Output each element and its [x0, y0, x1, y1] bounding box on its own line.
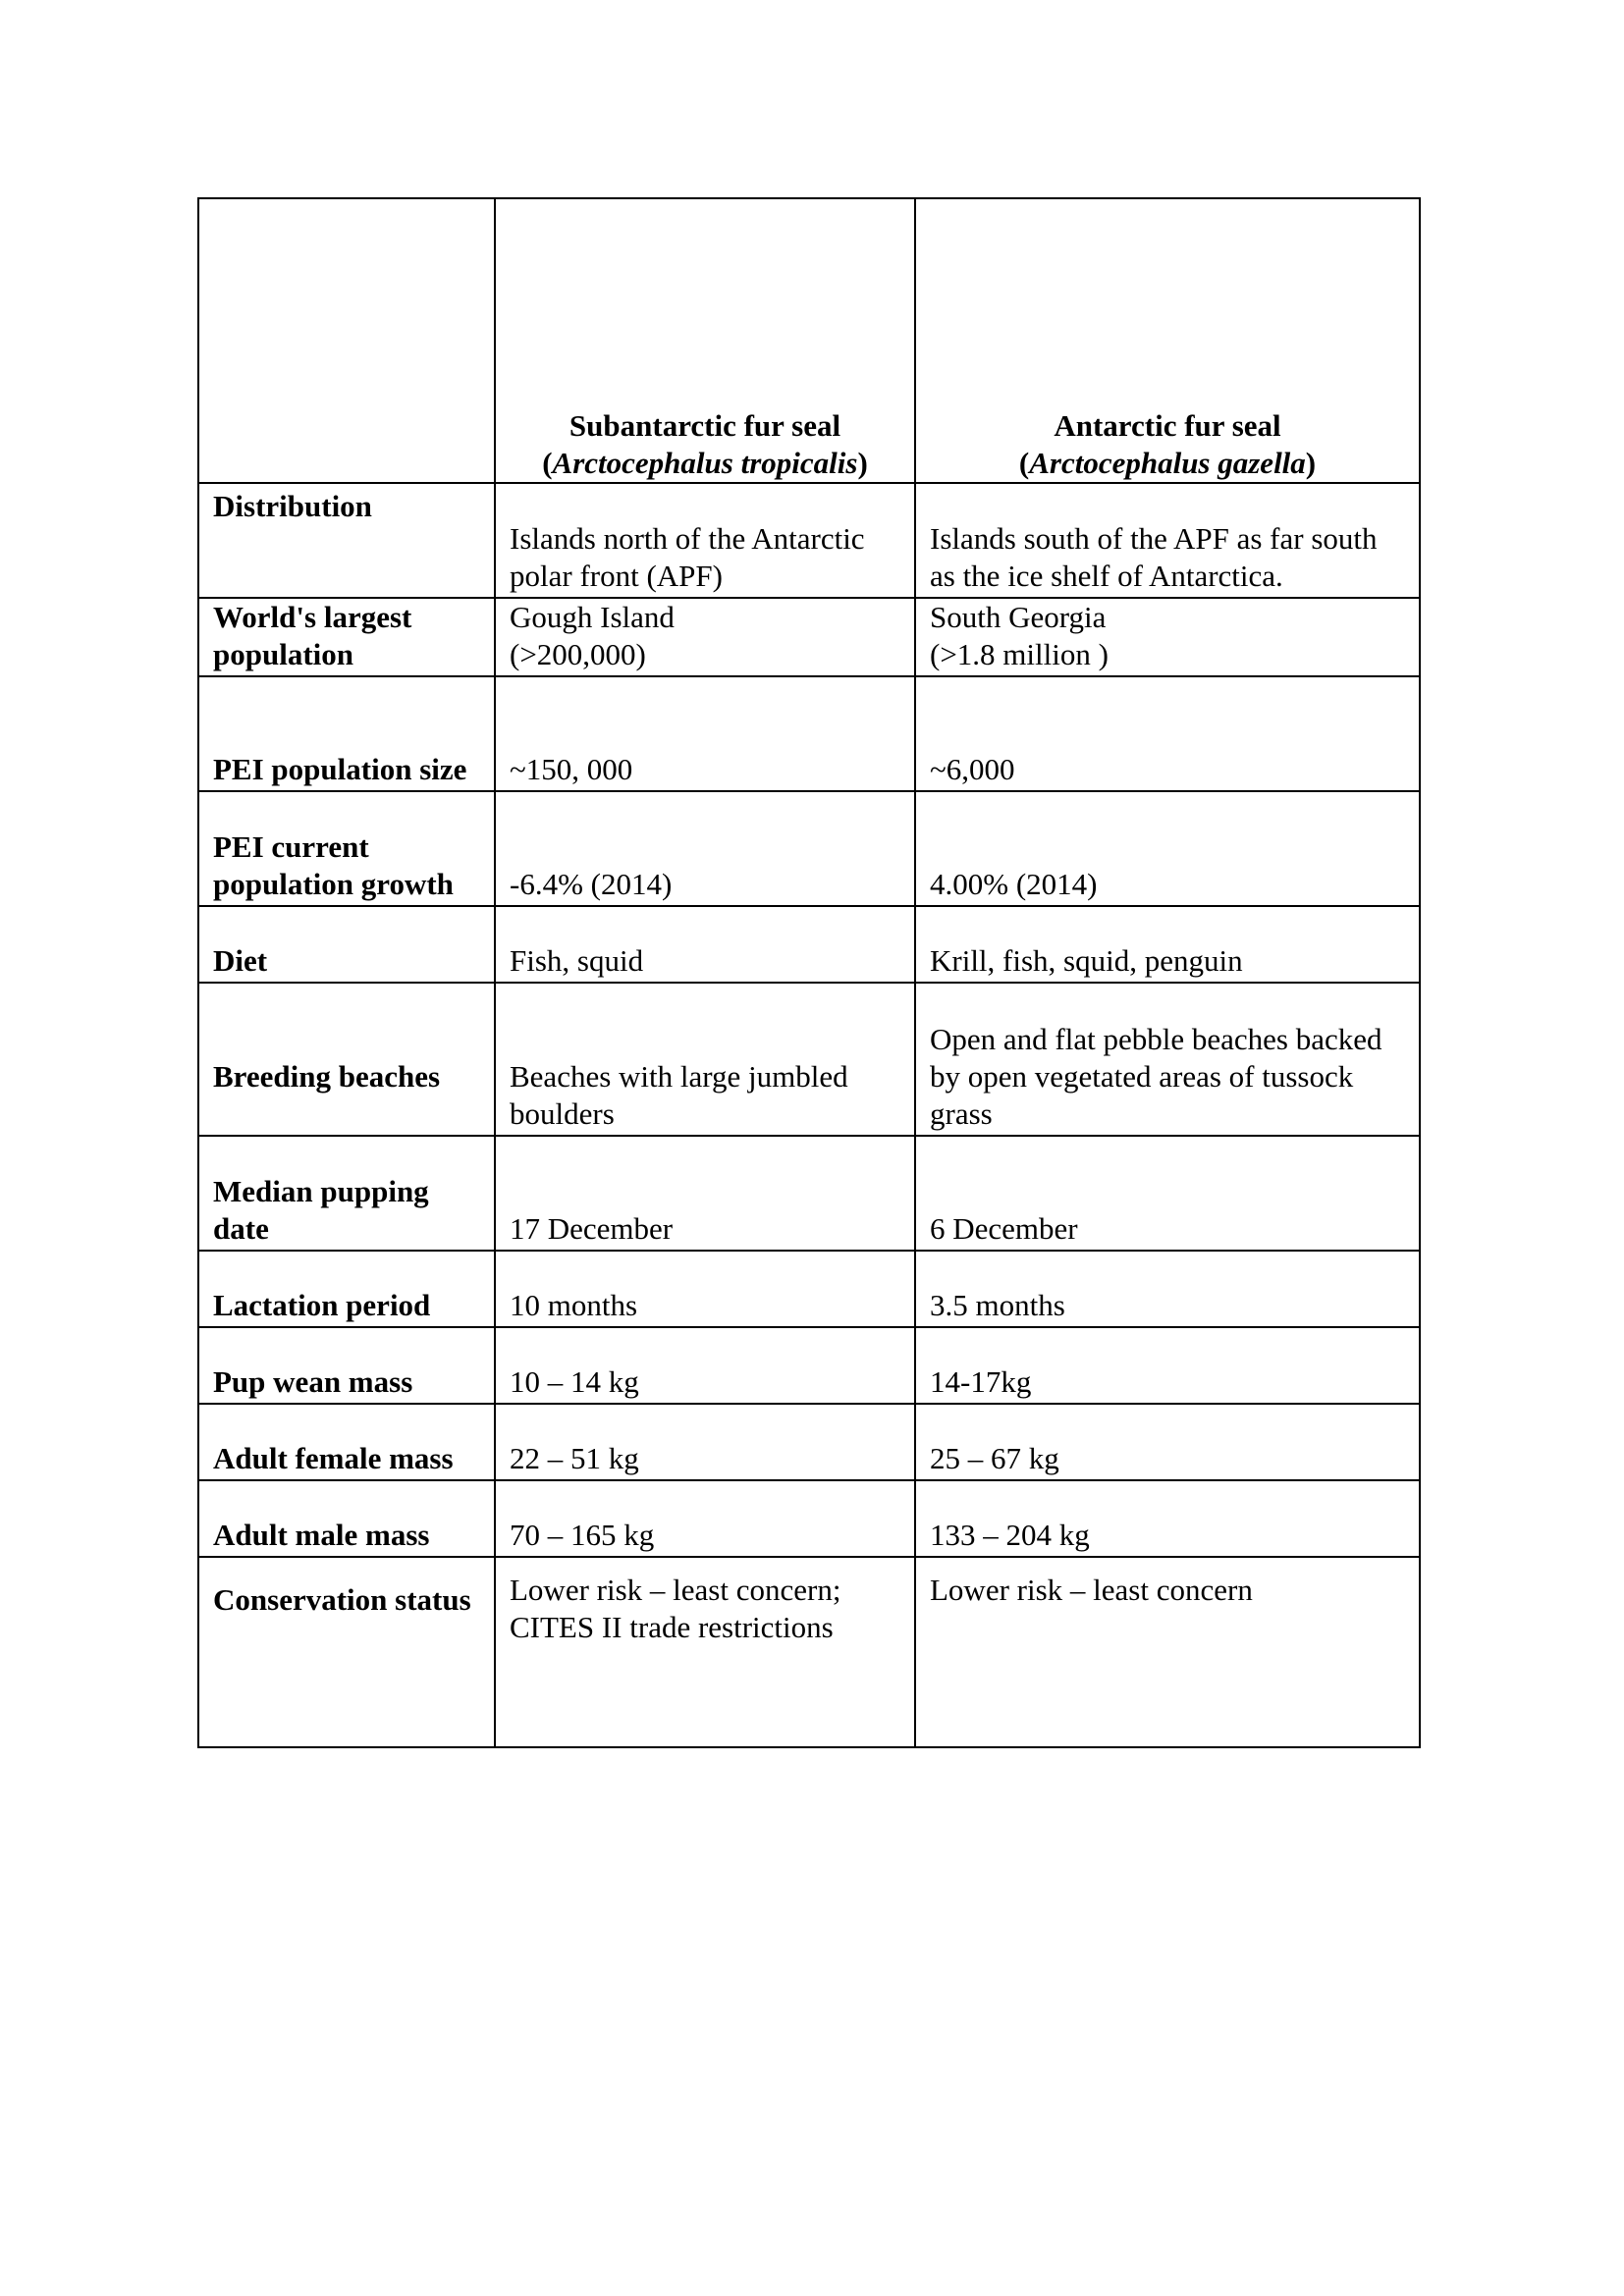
- cell-line: (>200,000): [510, 637, 646, 671]
- table-cell: 14-17kg: [915, 1327, 1420, 1404]
- table-cell: 6 December: [915, 1136, 1420, 1251]
- table-cell: 70 – 165 kg: [495, 1480, 915, 1557]
- table-cell: [915, 598, 1420, 676]
- empty-corner-cell: [198, 198, 495, 483]
- row-label: Breeding beaches: [198, 983, 495, 1136]
- table-cell: Lower risk – least concern; CITES II trade restrictions: [495, 1557, 915, 1747]
- column-header-scientific: (Arctocephalus tropicalis): [542, 446, 868, 480]
- table-cell: 4.00% (2014): [915, 791, 1420, 906]
- row-label: World's largest population: [198, 598, 495, 676]
- table-row: [198, 906, 1420, 983]
- row-label: PEI population size: [198, 676, 495, 791]
- table-cell: Islands south of the APF as far south as the ice shelf of Antarctica.: [915, 483, 1420, 598]
- table-cell: 22 – 51 kg: [495, 1404, 915, 1480]
- table-cell: Open and flat pebble beaches backed by open vegetated areas of tussock grass: [915, 983, 1420, 1136]
- table-cell: Lower risk – least concern: [915, 1557, 1420, 1747]
- column-header-antarctic: [915, 198, 1420, 483]
- table-cell: ~6,000: [915, 676, 1420, 791]
- table-cell: [495, 598, 915, 676]
- row-label: Lactation period: [198, 1251, 495, 1327]
- cell-line: Gough Island: [510, 600, 675, 634]
- table-cell: 3.5 months: [915, 1251, 1420, 1327]
- table-cell: Islands north of the Antarctic polar front (APF): [495, 483, 915, 598]
- table-cell: Krill, fish, squid, penguin: [915, 906, 1420, 983]
- table-cell: Beaches with large jumbled boulders: [495, 983, 915, 1136]
- column-header-scientific: (Arctocephalus gazella): [1018, 446, 1317, 480]
- row-label: PEI current population growth: [198, 791, 495, 906]
- row-label: Conservation status: [198, 1557, 495, 1747]
- row-label: Adult female mass: [198, 1404, 495, 1480]
- header-row: [198, 198, 1420, 483]
- cell-line: (>1.8 million ): [930, 637, 1109, 671]
- table-row: [198, 1557, 1420, 1747]
- scientific-name: Arctocephalus tropicalis: [552, 446, 858, 480]
- table-cell: Fish, squid: [495, 906, 915, 983]
- table-cell: 10 months: [495, 1251, 915, 1327]
- table-row: [198, 598, 1420, 676]
- column-header-subantarctic: [495, 198, 915, 483]
- row-label: Diet: [198, 906, 495, 983]
- column-header-name: Antarctic fur seal: [1054, 408, 1281, 443]
- table-cell: 10 – 14 kg: [495, 1327, 915, 1404]
- row-label: Distribution: [198, 483, 495, 598]
- row-label: Median pupping date: [198, 1136, 495, 1251]
- row-label: Adult male mass: [198, 1480, 495, 1557]
- table-row: [198, 983, 1420, 1136]
- fur-seal-comparison-table: [197, 197, 1421, 1748]
- table-row: [198, 483, 1420, 598]
- table-row: [198, 1251, 1420, 1327]
- table-row: [198, 1136, 1420, 1251]
- table-cell: 25 – 67 kg: [915, 1404, 1420, 1480]
- table-row: [198, 1404, 1420, 1480]
- table-cell: 17 December: [495, 1136, 915, 1251]
- cell-line: South Georgia: [930, 600, 1107, 634]
- column-header-name: Subantarctic fur seal: [568, 408, 841, 443]
- table-cell: -6.4% (2014): [495, 791, 915, 906]
- table-row: [198, 1327, 1420, 1404]
- row-label: Pup wean mass: [198, 1327, 495, 1404]
- table-cell: ~150, 000: [495, 676, 915, 791]
- table-cell: 133 – 204 kg: [915, 1480, 1420, 1557]
- table-row: [198, 1480, 1420, 1557]
- table-row: [198, 676, 1420, 791]
- scientific-name: Arctocephalus gazella: [1029, 446, 1306, 480]
- table-row: [198, 791, 1420, 906]
